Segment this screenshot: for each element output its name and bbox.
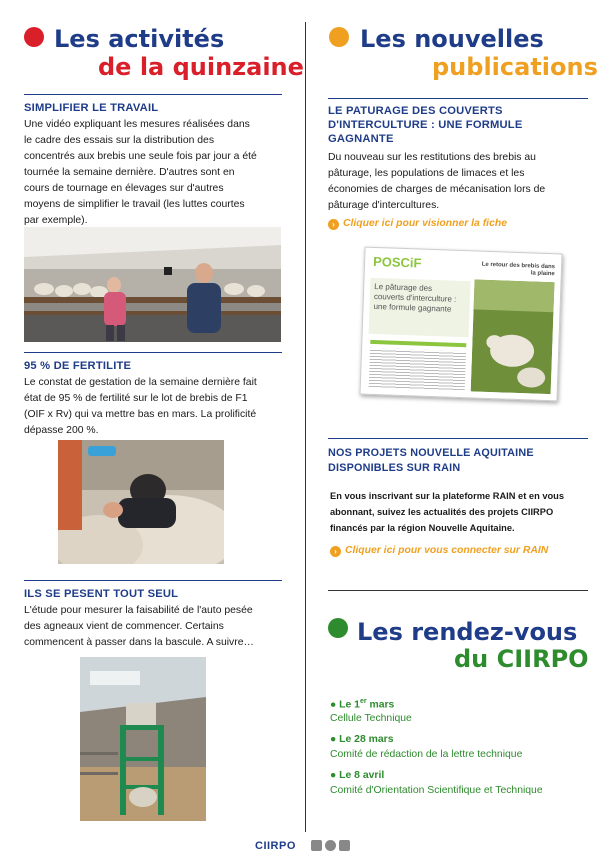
ciirpo-logo: CIIRPO [255,840,296,852]
article-rule [24,352,282,353]
photo-auto-weighing [80,657,206,821]
orange-bullet-icon [329,27,349,47]
view-sheet-link[interactable]: › Cliquer ici pour visionner la fiche [328,218,507,230]
section-heading-line2: de la quinzaine [98,53,304,81]
poscif-logo: POSCiF [372,253,422,271]
event-date: ● Le 8 avril [330,770,385,781]
article-rule [328,438,588,439]
event-date: ● Le 28 mars [330,734,394,745]
photo-video-shooting [24,227,281,342]
publication-thumbnail[interactable] [359,247,562,402]
section-heading-line1: Les activités [54,25,225,53]
article-title: 95 % DE FERTILITE [24,360,132,372]
section-heading-line2: du CIIRPO [454,645,589,673]
article-title: SIMPLIFIER LE TRAVAIL [24,102,159,114]
linkedin-icon[interactable] [339,840,350,851]
thumb-title: Le pâturage des couverts d'interculture : une formule gagnante [373,281,457,314]
arrow-right-icon: › [328,219,339,230]
article-body: Une vidéo expliquant les mesures réalisées dans le cadre des essais sur la distribution des concentrés aux brebis une seule fois par jour a été tournée la semaine dernière. D'autres sont en cours de tournage en élevages sur d'autres moyens de simplifier le travail (les luttes courtes par exemple). [24,119,257,226]
publication-title: LE PATURAGE DES COUVERTS D'INTERCULTURE : UNE FORMULE GAGNANTE [328,105,523,145]
red-bullet-icon [24,27,44,47]
event-date: ● Le 1er mars [330,698,395,711]
article-rule [24,580,282,581]
section-heading-line1: Les rendez-vous [357,618,578,646]
green-bullet-icon [328,618,348,638]
section-rule [328,590,588,591]
article-body: L'étude pour mesurer la faisabilité de l'auto pesée des agneaux vient de commencer. Certains commencent à passer dans la bascule. A suivre… [24,605,254,648]
section-heading-line1: Les nouvelles [360,25,544,53]
arrow-right-icon: › [330,546,341,557]
web-icon[interactable] [311,840,322,851]
column-divider [305,22,306,832]
article-rule [24,94,282,95]
rain-title: NOS PROJETS NOUVELLE AQUITAINE DISPONIBLES SUR RAIN [328,447,534,474]
facebook-icon[interactable] [325,840,336,851]
photo-pregnancy-scan [58,440,224,564]
event-description: Cellule Technique [330,713,412,724]
publication-body: Du nouveau sur les restitutions des brebis au pâturage, les populations de limaces et les économies de charges de mécanisation lors de pâturage d'intercultures. [328,152,546,211]
event-description: Comité de rédaction de la lettre technique [330,749,523,760]
rain-connect-link[interactable]: › Cliquer ici pour vous connecter sur RAIN [330,545,548,557]
section-heading-line2: publications [432,53,598,81]
article-body: Le constat de gestation de la semaine dernière fait état de 95 % de fertilité sur le lot de brebis de F1 (OIF x Rv) qui va mettre bas en mars. La prolificité dépasse 200 %. [24,377,257,436]
event-description: Comité d'Orientation Scientifique et Technique [330,785,543,796]
article-title: ILS SE PESENT TOUT SEUL [24,588,179,600]
article-rule [328,98,588,99]
rain-body: En vous inscrivant sur la plateforme RAIN et en vous abonnant, suivez les actualités des projets CIIRPO financés par la région Nouvelle Aquitaine. [330,491,565,533]
thumb-banner: Le retour des brebis dans la plaine [481,261,556,278]
